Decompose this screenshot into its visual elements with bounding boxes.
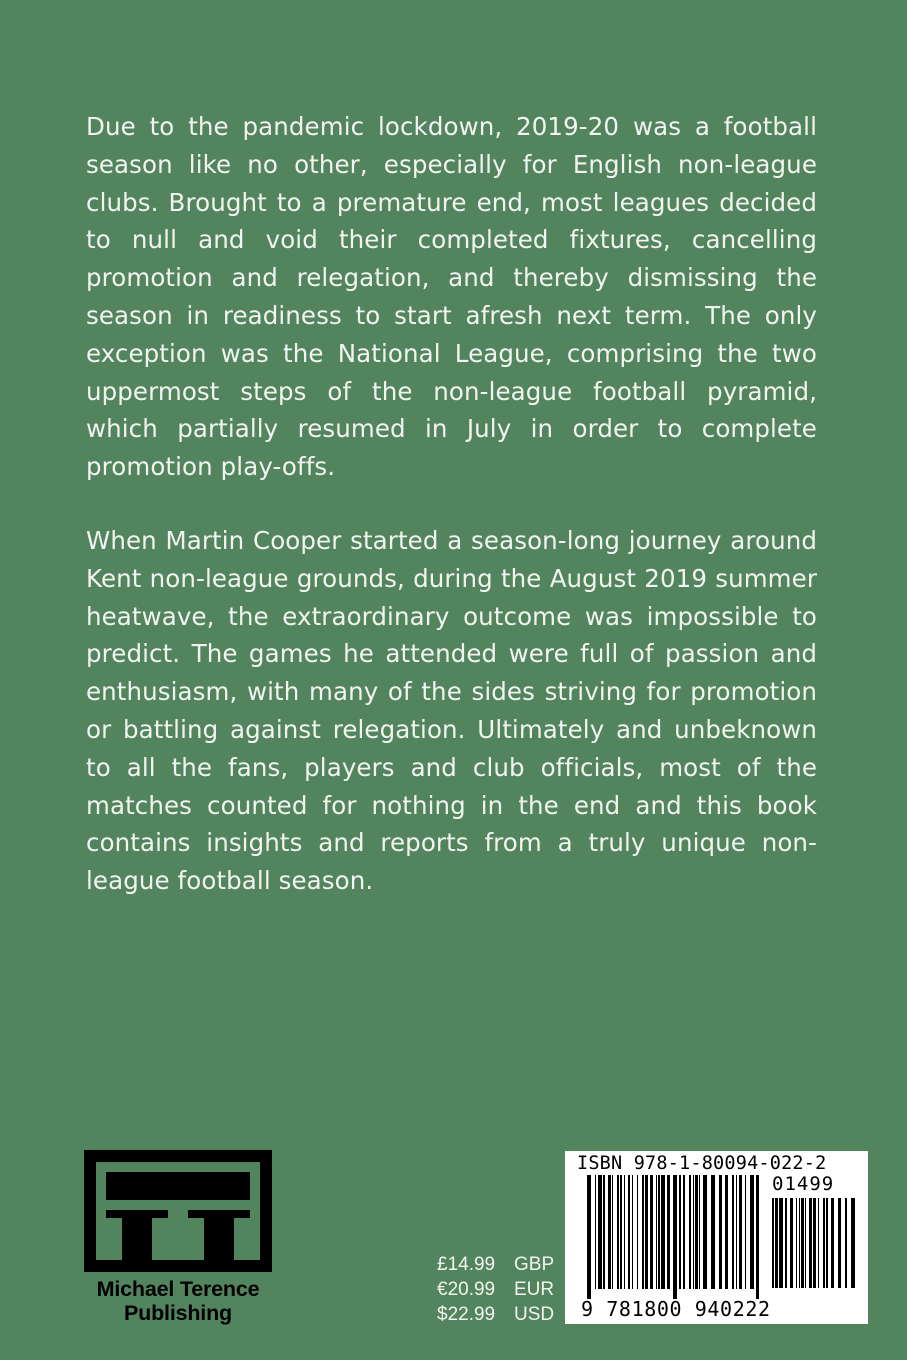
barcode-bar (750, 1175, 754, 1289)
ean-digits: 9 781800 940222 (581, 1297, 771, 1321)
price-amount: $22.99 (437, 1304, 496, 1325)
ean-barcode (587, 1175, 759, 1299)
barcode-bar (608, 1175, 611, 1289)
barcode-bar (703, 1175, 707, 1289)
barcode-bar (673, 1175, 677, 1299)
barcode-bar (693, 1175, 694, 1289)
barcode-bar (617, 1175, 619, 1289)
barcode-bar (637, 1175, 638, 1289)
barcode-bar (587, 1175, 591, 1299)
price-amount: £14.99 (437, 1254, 496, 1275)
barcode-bar (656, 1175, 657, 1289)
publisher-logo (84, 1150, 272, 1325)
barcode-bar (650, 1175, 653, 1289)
barcode-bar (719, 1175, 722, 1289)
barcode-bar (725, 1175, 728, 1289)
barcode-bar (796, 1198, 797, 1288)
price-currency: USD (514, 1304, 555, 1325)
barcode-bar (603, 1175, 605, 1289)
barcode-bar (823, 1198, 825, 1288)
barcode-bar (711, 1175, 715, 1289)
blurb-paragraph-2: When Martin Cooper started a season-long journey around Kent non-league grounds, during the August 2019 summer heatwave, the extraordinary outcome was impossible to predict. The games he attended were full of passion and enthusiasm, with many of the sides striving for promotion or battling against relegation. Ultimately and unbeknown to all the fans, players and club officials, most of the matches counted for nothing in the end and this book contains insights and reports from a truly unique non-league football season. (86, 526, 817, 896)
barcode-bar (732, 1175, 734, 1289)
barcode-bar (799, 1198, 800, 1288)
barcode-bar (628, 1175, 630, 1289)
barcode-bar (775, 1198, 778, 1288)
barcode-bar (632, 1175, 633, 1289)
barcode-bar (595, 1175, 596, 1289)
barcode-bar (772, 1198, 774, 1288)
publisher-name-line-2: Publishing (124, 1301, 232, 1325)
barcode-bar (831, 1198, 834, 1288)
price-row-eur (437, 1277, 558, 1302)
barcode-bar (779, 1198, 783, 1288)
barcode-bar (736, 1175, 737, 1289)
barcode-bar (598, 1175, 602, 1289)
barcode-bar (658, 1175, 660, 1289)
barcode-bar (851, 1198, 855, 1288)
barcode-bar (624, 1175, 625, 1289)
barcode-bar (805, 1198, 806, 1288)
barcode-bar (679, 1175, 681, 1289)
barcode-bar (642, 1175, 644, 1289)
barcode-bar (818, 1198, 819, 1288)
price-list (437, 1252, 558, 1327)
barcode-bar (667, 1175, 670, 1289)
price-currency: EUR (514, 1279, 555, 1300)
barcode-bar (813, 1198, 816, 1288)
price-row-usd (437, 1302, 558, 1327)
barcode-bar (739, 1175, 742, 1289)
barcode-bar (838, 1198, 841, 1288)
barcode-bar (683, 1175, 685, 1289)
barcode-bar (790, 1198, 793, 1288)
barcode-bar (745, 1175, 746, 1289)
barcode-bar (845, 1198, 847, 1288)
barcode-bar (620, 1175, 622, 1289)
barcode-bar (826, 1198, 828, 1288)
price-row-gbp (437, 1252, 558, 1277)
barcode-bar (689, 1175, 691, 1289)
barcode-bar (612, 1175, 613, 1289)
addon-code: 01499 (772, 1173, 835, 1195)
barcode-bar (785, 1198, 787, 1288)
barcode-bar (699, 1175, 700, 1289)
price-currency: GBP (514, 1254, 555, 1275)
barcode-bar (645, 1175, 648, 1289)
isbn-label: ISBN 978-1-80094-022-2 (577, 1153, 827, 1174)
barcode-bar (801, 1198, 804, 1288)
blurb-paragraph-1: Due to the pandemic lockdown, 2019-20 was a football season like no other, especially for English non-league clubs. Brought to a premature end, most leagues decided to null and void their completed fixtures, cancelling promotion and relegation, and thereby dismissing the season in readiness to start afresh next term. The only exception was the National League, comprising the two uppermost steps of the non-league football pyramid, which partially resumed in July in order to complete promotion play-offs. (86, 112, 817, 482)
barcode-box (565, 1151, 868, 1324)
barcode-bar (661, 1175, 665, 1289)
publisher-name-line-1: Michael Terence (96, 1277, 260, 1301)
mtp-greek-key-logo-icon (84, 1150, 272, 1272)
price-amount: €20.99 (437, 1279, 496, 1300)
barcode-bar (756, 1175, 759, 1299)
barcode-bar (809, 1198, 812, 1288)
barcode-bar (695, 1175, 698, 1289)
addon-barcode (772, 1198, 856, 1298)
